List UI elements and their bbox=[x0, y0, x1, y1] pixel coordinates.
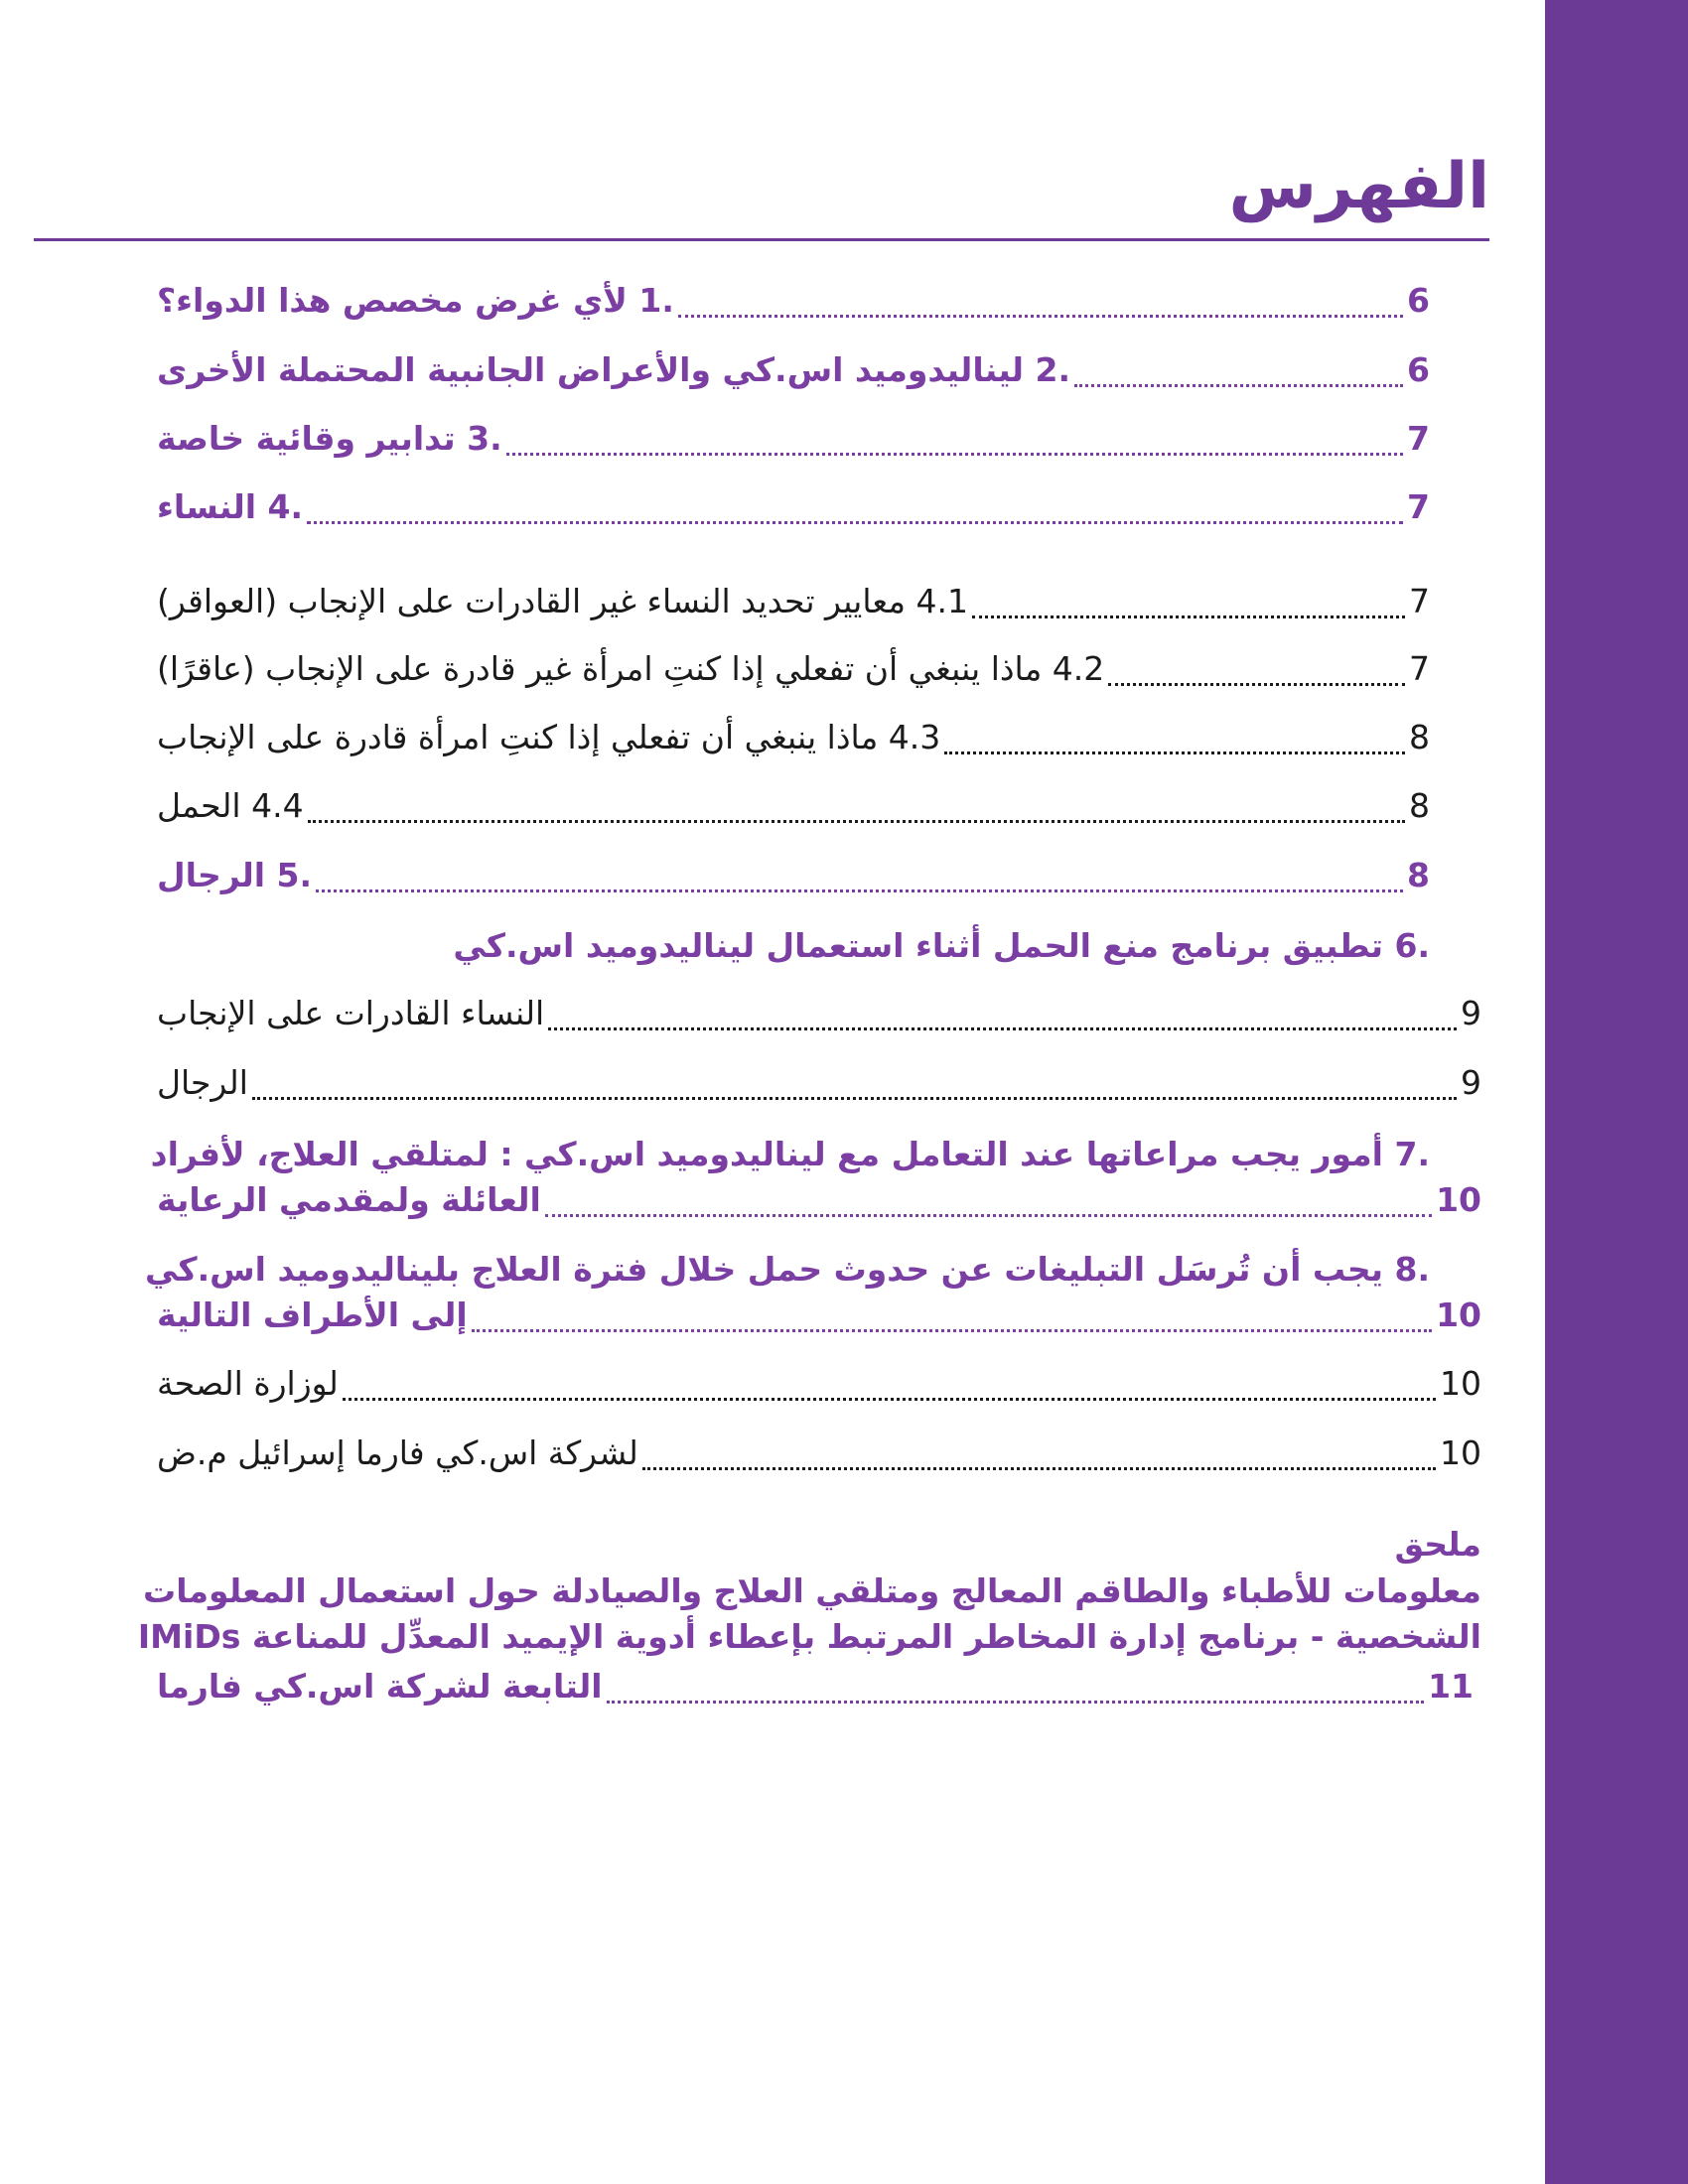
toc-entry-label: .2 ليناليدوميد اس.كي والأعراض الجانبية المحتملة الأخرى bbox=[157, 350, 1071, 389]
toc-entry-page: 8 bbox=[1407, 856, 1430, 894]
dot-leader bbox=[343, 1398, 1436, 1401]
dot-leader bbox=[548, 1027, 1457, 1030]
toc-entry-8-ministry[interactable] bbox=[157, 1355, 1481, 1413]
toc-entry-7[interactable] bbox=[157, 1171, 1481, 1229]
toc-entry-2[interactable] bbox=[157, 341, 1430, 399]
toc-entry-label: .5 الرجال bbox=[157, 856, 313, 894]
appendix-line-1[interactable]: معلومات للأطباء والطاقم المعالج ومتلقي العلاج والصيادلة حول استعمال المعلومات bbox=[143, 1571, 1481, 1610]
dot-leader bbox=[972, 615, 1405, 618]
toc-entry-label: إلى الأطراف التالية bbox=[157, 1296, 468, 1334]
toc-entry-label: .1 لأي غرض مخصص هذا الدواء؟ bbox=[157, 281, 674, 320]
toc-entry-page: 7 bbox=[1409, 649, 1430, 688]
appendix-line-2[interactable]: الشخصية - برنامج إدارة المخاطر المرتبط بإعطاء أدوية الإيميد المعدِّل للمناعة IMiDs bbox=[137, 1617, 1481, 1656]
toc-entry-label: 4.2 ماذا ينبغي أن تفعلي إذا كنتِ امرأة غير قادرة على الإنجاب (عاقرًا) bbox=[157, 649, 1105, 688]
toc-entry-label: 4.3 ماذا ينبغي أن تفعلي إذا كنتِ امرأة قادرة على الإنجاب bbox=[157, 718, 941, 756]
dot-leader bbox=[545, 1214, 1432, 1217]
toc-entry-7-line1[interactable]: .7 أمور يجب مراعاتها عند التعامل مع ليناليدوميد اس.كي : لمتلقي العلاج، لأفراد bbox=[150, 1135, 1430, 1173]
dot-leader bbox=[308, 820, 1405, 823]
toc-entry-page: 9 bbox=[1461, 994, 1481, 1032]
dot-leader bbox=[316, 889, 1403, 892]
toc-entry-label: الرجال bbox=[157, 1063, 248, 1102]
toc-entry-page: 7 bbox=[1407, 419, 1430, 458]
toc-entry-page: 7 bbox=[1409, 582, 1430, 620]
toc-entry-3[interactable] bbox=[157, 410, 1430, 468]
toc-entry-label: .4 النساء bbox=[157, 487, 304, 526]
toc-entry-4[interactable] bbox=[157, 478, 1430, 536]
dot-leader bbox=[252, 1097, 1457, 1100]
toc-entry-6-men[interactable] bbox=[157, 1054, 1481, 1112]
toc-entry-appendix[interactable] bbox=[157, 1658, 1474, 1715]
dot-leader bbox=[307, 521, 1403, 524]
dot-leader bbox=[506, 453, 1403, 456]
page-title: الفهرس bbox=[1228, 150, 1489, 223]
dot-leader bbox=[472, 1329, 1432, 1332]
toc-entry-page: 6 bbox=[1407, 281, 1430, 320]
toc-entry-label: لوزارة الصحة bbox=[157, 1364, 339, 1403]
toc-entry-label: العائلة ولمقدمي الرعاية bbox=[157, 1180, 541, 1219]
toc-entry-8-line1[interactable]: .8 يجب أن تُرسَل التبليغات عن حدوث حمل خلال فترة العلاج بليناليدوميد اس.كي bbox=[145, 1250, 1430, 1289]
toc-entry-page: 7 bbox=[1407, 487, 1430, 526]
toc-entry-4-3[interactable] bbox=[157, 709, 1430, 766]
toc-entry-label: التابعة لشركة اس.كي فارما bbox=[157, 1667, 603, 1706]
toc-entry-label: 4.1 معايير تحديد النساء غير القادرات على الإنجاب (العواقر) bbox=[157, 582, 968, 620]
toc-entry-page: 10 bbox=[1440, 1433, 1481, 1472]
toc-entry-4-1[interactable] bbox=[157, 573, 1430, 630]
toc-entry-page: 6 bbox=[1407, 350, 1430, 389]
toc-entry-page: 11 bbox=[1428, 1667, 1474, 1706]
dot-leader bbox=[1074, 384, 1403, 387]
toc-entry-8[interactable] bbox=[157, 1287, 1481, 1344]
toc-entry-page: 10 bbox=[1436, 1296, 1481, 1334]
toc-entry-page: 9 bbox=[1461, 1063, 1481, 1102]
toc-entry-6-women[interactable] bbox=[157, 985, 1481, 1042]
toc-entry-label: لشركة اس.كي فارما إسرائيل م.ض bbox=[157, 1433, 638, 1472]
toc-entry-page: 8 bbox=[1409, 718, 1430, 756]
toc-entry-page: 10 bbox=[1436, 1180, 1481, 1219]
toc-entry-6[interactable]: .6 تطبيق برنامج منع الحمل أثناء استعمال ليناليدوميد اس.كي bbox=[453, 926, 1430, 965]
toc-entry-5[interactable] bbox=[157, 847, 1430, 904]
toc-entry-page: 8 bbox=[1409, 786, 1430, 825]
dot-leader bbox=[944, 751, 1405, 754]
toc-entry-label: النساء القادرات على الإنجاب bbox=[157, 994, 545, 1032]
toc-entry-8-company[interactable] bbox=[157, 1425, 1481, 1482]
toc-entry-page: 10 bbox=[1440, 1364, 1481, 1403]
dot-leader bbox=[1108, 683, 1405, 686]
dot-leader bbox=[607, 1701, 1425, 1704]
dot-leader bbox=[642, 1467, 1436, 1470]
toc-entry-label: 4.4 الحمل bbox=[157, 786, 304, 825]
dot-leader bbox=[678, 315, 1403, 318]
toc-entry-label: .3 تدابير وقائية خاصة bbox=[157, 419, 502, 458]
toc-entry-4-4[interactable] bbox=[157, 777, 1430, 835]
appendix-heading[interactable]: ملحق bbox=[1394, 1525, 1481, 1564]
toc-entry-4-2[interactable] bbox=[157, 640, 1430, 698]
toc-entry-1[interactable] bbox=[157, 272, 1430, 330]
